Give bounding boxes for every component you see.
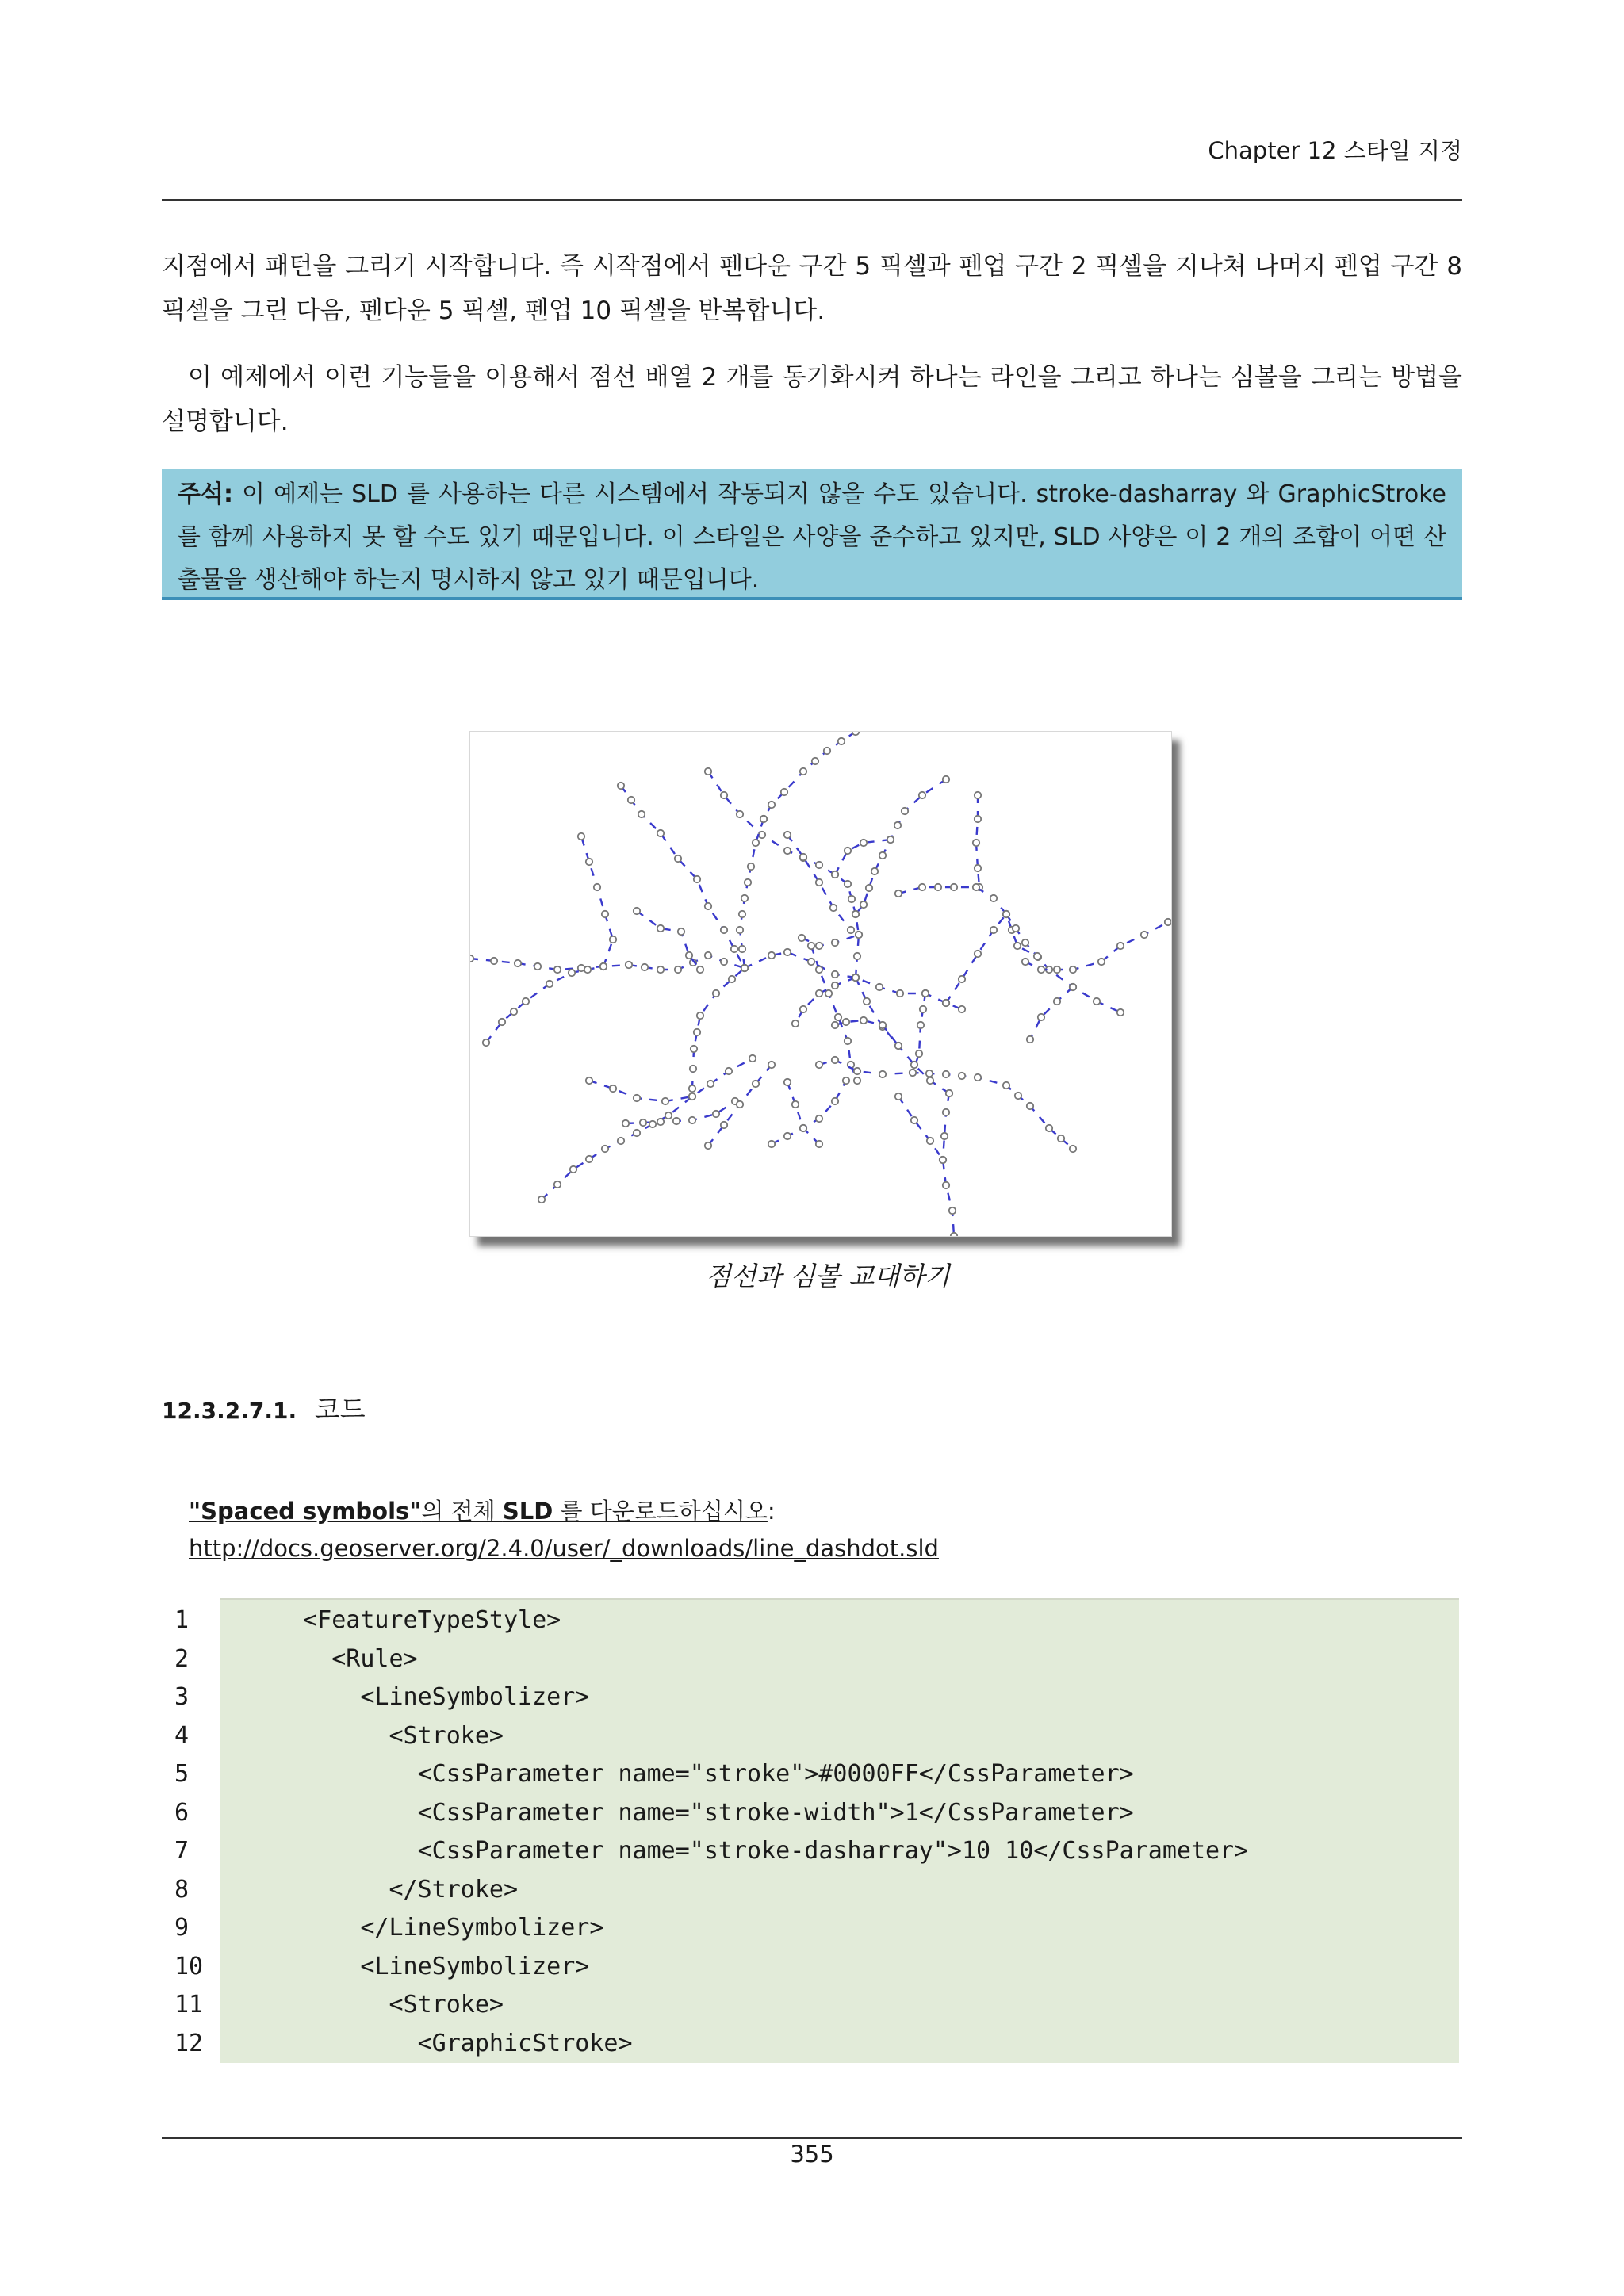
circle-symbol (657, 1119, 664, 1125)
circle-symbol (854, 1068, 860, 1074)
circle-symbol (1117, 943, 1124, 949)
circle-symbol (832, 982, 838, 989)
circle-symbol (686, 952, 692, 959)
circle-symbol (860, 1017, 867, 1024)
circle-symbol (975, 792, 981, 798)
circle-symbol (816, 862, 822, 868)
footer-divider (162, 2137, 1462, 2139)
circle-symbol (1027, 1103, 1033, 1109)
circle-symbol (887, 836, 894, 843)
circle-symbol (860, 840, 867, 846)
circle-symbol (1070, 984, 1076, 990)
circle-symbol (534, 963, 541, 970)
line-number: 8 (174, 1875, 190, 1904)
line-number: 7 (174, 1837, 190, 1865)
figure-caption: 점선과 심볼 교대하기 (706, 1261, 950, 1292)
header-title: 스타일 지정 (1343, 137, 1462, 164)
circle-symbol (943, 1071, 949, 1077)
circle-symbol (792, 1101, 799, 1108)
circle-symbol (920, 1006, 926, 1012)
circle-symbol (832, 871, 838, 878)
circle-symbol (845, 881, 851, 887)
circle-symbol (697, 1012, 703, 1019)
circle-symbol (1054, 998, 1060, 1004)
note-label: 주석: (178, 480, 233, 508)
circle-symbol (975, 816, 981, 822)
circle-symbol (919, 792, 925, 798)
dashed-line (795, 978, 856, 1024)
circle-symbol (911, 1117, 917, 1123)
circle-symbol (760, 816, 767, 822)
circle-symbol (1038, 966, 1044, 973)
circle-symbol (781, 789, 787, 795)
circle-symbol (759, 832, 765, 838)
circle-symbol (1165, 919, 1171, 925)
circle-symbol (673, 1118, 680, 1124)
circle-symbol (586, 1156, 592, 1162)
circle-symbol (926, 1070, 933, 1077)
circle-symbol (511, 1008, 517, 1015)
code-text: <GraphicStroke> (274, 2029, 633, 2057)
circle-symbol (927, 1077, 933, 1084)
circle-symbol (959, 1006, 965, 1012)
circle-symbol (911, 1062, 917, 1068)
dashed-line (943, 1093, 949, 1160)
circle-symbol (871, 868, 878, 874)
circle-symbol (554, 1181, 561, 1188)
download-title-rest: 를 다운로드하십시오 (553, 1498, 768, 1525)
circle-symbol (902, 808, 908, 814)
circle-symbol (935, 884, 941, 890)
circle-symbol (808, 943, 814, 949)
circle-symbol (657, 830, 664, 836)
circle-symbol (586, 1077, 592, 1084)
circle-symbol (1038, 1014, 1044, 1020)
circle-symbol (713, 1111, 719, 1117)
circle-symbol (808, 959, 814, 965)
dashed-line (772, 1081, 846, 1144)
circle-symbol (523, 998, 529, 1004)
circle-symbol (800, 1006, 806, 1012)
circle-symbol (768, 952, 775, 959)
circle-symbol (784, 848, 791, 854)
circle-symbol (657, 966, 664, 973)
circle-symbol (852, 911, 859, 917)
circle-symbol (721, 927, 727, 933)
circle-symbol (628, 797, 634, 803)
code-text: <CssParameter name="stroke-width">1</CssParameter> (274, 1798, 1134, 1827)
dashed-line (946, 914, 1006, 1003)
circle-symbol (642, 964, 648, 970)
circle-symbol (675, 855, 681, 862)
circle-symbol (879, 1022, 886, 1028)
circle-symbol (919, 884, 925, 890)
circle-symbol (792, 1020, 799, 1027)
circle-symbol (922, 990, 929, 997)
line-number: 12 (174, 2029, 204, 2057)
circle-symbol (943, 1000, 949, 1006)
circle-symbol (848, 927, 854, 933)
line-number: 2 (174, 1644, 190, 1673)
circle-symbol (856, 932, 862, 938)
circle-symbol (910, 1070, 916, 1076)
circle-symbol (694, 1029, 700, 1035)
circle-symbol (749, 1055, 756, 1062)
circle-symbol (799, 935, 805, 941)
circle-symbol (848, 896, 855, 902)
circle-symbol (927, 1138, 933, 1144)
line-number: 6 (174, 1798, 190, 1827)
note-box (162, 469, 1462, 600)
circle-symbol (959, 1073, 965, 1079)
circle-symbol (816, 1141, 822, 1147)
code-text: <CssParameter name="stroke">#0000FF</CssParameter> (274, 1760, 1134, 1788)
circle-symbol (843, 1077, 849, 1084)
circle-symbol (662, 1098, 668, 1104)
circle-symbol (852, 732, 859, 735)
circle-symbol (584, 966, 591, 973)
circle-symbol (845, 848, 851, 854)
circle-symbol (622, 1120, 629, 1127)
dashed-line (581, 836, 613, 966)
circle-symbol (943, 1182, 949, 1188)
circle-symbol (739, 946, 745, 952)
circle-symbol (843, 1019, 849, 1025)
dashed-line (898, 1096, 954, 1236)
line-number: 3 (174, 1683, 190, 1711)
circle-symbol (721, 1122, 727, 1128)
circle-symbol (894, 822, 901, 828)
circle-symbol (554, 966, 561, 973)
download-link[interactable]: http://docs.geoserver.org/2.4.0/user/_downloads/line_dashdot.sld (189, 1535, 939, 1562)
circle-symbol (800, 1125, 806, 1131)
circle-symbol (713, 990, 719, 997)
circle-symbol (816, 966, 822, 973)
circle-symbol (1117, 1009, 1124, 1016)
circle-symbol (538, 1196, 545, 1203)
circle-symbol (1054, 966, 1060, 973)
circle-symbol (816, 879, 822, 886)
circle-symbol (741, 965, 748, 971)
circle-symbol (610, 1085, 616, 1092)
circle-symbol (721, 792, 727, 798)
circle-symbol (1098, 959, 1105, 965)
circle-symbol (832, 1022, 838, 1028)
circle-symbol (917, 1022, 924, 1028)
circle-symbol (586, 859, 592, 865)
circle-symbol (864, 998, 870, 1004)
circle-symbol (1013, 925, 1019, 932)
dashed-symbol-line-map (470, 732, 1171, 1236)
circle-symbol (578, 833, 584, 840)
circle-symbol (943, 1109, 949, 1115)
line-number: 9 (174, 1914, 190, 1942)
circle-symbol (694, 876, 700, 882)
circle-symbol (854, 1077, 860, 1084)
circle-symbol (689, 1117, 695, 1123)
circle-symbol (707, 1081, 714, 1087)
circle-symbol (800, 768, 806, 775)
circle-symbol (739, 911, 745, 917)
section-title: 코드 (314, 1394, 366, 1425)
section-number: 12.3.2.7.1. (162, 1398, 297, 1424)
circle-symbol (1034, 953, 1040, 959)
circle-symbol (634, 1095, 640, 1101)
circle-symbol (753, 1081, 759, 1087)
dashed-line (692, 968, 745, 1089)
circle-symbol (649, 1121, 656, 1127)
code-line (162, 1876, 1459, 1914)
circle-symbol (705, 768, 711, 775)
circle-symbol (515, 960, 521, 966)
code-line (162, 1837, 1459, 1875)
circle-symbol (876, 984, 883, 990)
circle-symbol (470, 955, 473, 962)
circle-symbol (697, 966, 703, 973)
circle-symbol (640, 1119, 646, 1126)
circle-symbol (1027, 1036, 1033, 1043)
circle-symbol (741, 895, 748, 901)
circle-symbol (784, 832, 791, 838)
circle-symbol (499, 1019, 505, 1025)
circle-symbol (845, 1038, 851, 1044)
circle-symbol (897, 990, 903, 997)
code-text: <Stroke> (274, 1991, 504, 2019)
circle-symbol (946, 1090, 952, 1096)
circle-symbol (830, 905, 837, 911)
download-title (189, 1494, 776, 1526)
circle-symbol (1015, 1093, 1021, 1099)
section-heading (162, 1389, 366, 1426)
circle-symbol (705, 952, 711, 959)
code-text: </Stroke> (274, 1875, 519, 1904)
code-line (162, 1722, 1459, 1760)
circle-symbol (737, 1101, 743, 1108)
dashed-line (1030, 987, 1073, 1039)
circle-symbol (634, 1130, 640, 1136)
circle-symbol (675, 966, 681, 973)
circle-symbol (657, 925, 664, 932)
circle-symbol (665, 1112, 672, 1119)
circle-symbol (602, 1146, 608, 1152)
code-text: <Stroke> (274, 1721, 504, 1750)
circle-symbol (816, 943, 822, 949)
download-title-name: "Spaced symbols" (189, 1498, 422, 1525)
code-text: <Rule> (274, 1644, 418, 1673)
circle-symbol (610, 936, 616, 943)
paragraph-1: 지점에서 패턴을 그리기 시작합니다. 즉 시작점에서 펜다운 구간 5 픽셀과 펜업 구간 2 픽셀을 지나쳐 나머지 펜업 구간 8 픽셀을 그린 다음, 펜다운 5 픽셀, 펜업 10 픽셀을 반복합니다. (162, 252, 1462, 325)
circle-symbol (768, 1062, 775, 1068)
circle-symbol (816, 990, 822, 997)
circle-symbol (737, 927, 743, 933)
circle-symbol (638, 811, 645, 817)
circle-symbol (975, 865, 981, 871)
code-line (162, 1914, 1459, 1952)
circle-symbol (602, 911, 608, 917)
code-text: <LineSymbolizer> (274, 1952, 590, 1980)
circle-symbol (483, 1039, 489, 1046)
circle-symbol (784, 949, 791, 955)
code-line (162, 1606, 1459, 1644)
circle-symbol (975, 1074, 981, 1081)
circle-symbol (705, 1142, 711, 1149)
download-title-mid: 의 전체 (421, 1498, 503, 1525)
circle-symbol (949, 1207, 956, 1214)
circle-symbol (973, 884, 979, 890)
circle-symbol (748, 863, 754, 870)
code-line (162, 2030, 1459, 2068)
paragraph-2: 이 예제에서 이런 기능들을 이용해서 점선 배열 2 개를 동기화시켜 하나는 라인을 그리고 하나는 심볼을 그리는 방법을 설명합니다. (162, 363, 1462, 436)
circle-symbol (951, 884, 957, 890)
circle-symbol (866, 885, 872, 891)
circle-symbol (832, 1098, 838, 1104)
circle-symbol (838, 738, 845, 744)
circle-symbol (1141, 932, 1147, 938)
code-block (162, 1598, 1459, 2061)
circle-symbol (832, 939, 838, 946)
circle-symbol (705, 903, 711, 909)
figure-image (469, 731, 1172, 1237)
circle-symbol (879, 852, 886, 859)
circle-symbol (745, 879, 751, 886)
circle-symbol (800, 854, 806, 860)
download-title-sld: SLD (502, 1498, 553, 1525)
circle-symbol (941, 1133, 948, 1139)
code-line (162, 1953, 1459, 1991)
circle-symbol (895, 890, 902, 897)
circle-symbol (832, 971, 838, 978)
circle-symbol (1003, 911, 1009, 917)
line-number: 10 (174, 1952, 204, 1980)
circle-symbol (569, 970, 575, 976)
circle-symbol (491, 958, 497, 964)
circle-symbol (916, 1050, 922, 1057)
circle-symbol (737, 811, 743, 817)
page-number: 355 (790, 2141, 834, 2168)
circle-symbol (1094, 998, 1100, 1004)
circle-symbol (626, 962, 632, 968)
circle-symbol (731, 946, 737, 952)
circle-symbol (1070, 1146, 1076, 1152)
circle-symbol (768, 802, 775, 808)
circle-symbol (784, 1133, 791, 1139)
circle-symbol (784, 1079, 791, 1085)
circle-symbol (1022, 939, 1028, 946)
line-number: 11 (174, 1991, 204, 2019)
circle-symbol (951, 1233, 957, 1236)
line-number: 1 (174, 1606, 190, 1634)
circle-symbol (768, 1141, 775, 1147)
circle-symbol (832, 1057, 838, 1063)
download-title-colon: : (767, 1498, 776, 1525)
circle-symbol (943, 776, 949, 783)
circle-symbol (879, 1071, 886, 1077)
circle-symbol (600, 963, 607, 970)
circle-symbol (1070, 966, 1076, 973)
circle-symbol (570, 1166, 576, 1173)
circle-symbol (854, 953, 860, 959)
circle-symbol (812, 758, 818, 764)
line-number: 5 (174, 1760, 190, 1788)
circle-symbol (835, 1014, 841, 1020)
running-header (1208, 133, 1462, 166)
circle-symbol (594, 884, 600, 890)
circle-symbol (860, 901, 867, 908)
circle-symbol (691, 1046, 697, 1052)
circle-symbol (729, 976, 735, 982)
circle-symbol (895, 1043, 902, 1049)
circle-symbol (990, 895, 997, 901)
circle-symbol (753, 840, 759, 846)
circle-symbol (825, 990, 832, 997)
circle-symbol (824, 748, 830, 754)
circle-symbol (816, 1115, 822, 1122)
code-line (162, 1760, 1459, 1798)
circle-symbol (546, 981, 553, 987)
line-number: 4 (174, 1721, 190, 1750)
circle-symbol (990, 927, 997, 933)
circle-symbol (689, 1085, 695, 1092)
circle-symbol (1022, 959, 1028, 965)
circle-symbol (618, 783, 624, 789)
code-line (162, 1991, 1459, 2029)
circle-symbol (726, 1068, 732, 1074)
circle-symbol (689, 1093, 695, 1100)
circle-symbol (690, 1066, 696, 1072)
code-line (162, 1683, 1459, 1721)
code-text: <FeatureTypeStyle> (274, 1606, 561, 1634)
circle-symbol (973, 840, 979, 846)
dashed-line (1025, 922, 1168, 970)
circle-symbol (634, 908, 640, 914)
circle-symbol (678, 928, 684, 935)
circle-symbol (816, 1062, 822, 1068)
circle-symbol (940, 1157, 946, 1163)
dashed-line (486, 966, 603, 1043)
note-text: 이 예제는 SLD 를 사용하는 다른 시스템에서 작동되지 않을 수도 있습니다. stroke-dasharray 와 GraphicStroke 를 함께 사용하지 못 할 수도 있기 때문입니다. 이 스타일은 사양을 준수하고 있지만, SLD 사양은 이 2 개의 조합이 어떤 산출물을 생산해야 하는지 명시하지 않고 있기 때문입니다. (178, 480, 1446, 594)
circle-symbol (578, 965, 584, 971)
header-chapter: Chapter 12 (1208, 137, 1337, 164)
circle-symbol (959, 976, 965, 982)
circle-symbol (852, 974, 859, 981)
circle-symbol (1003, 1082, 1009, 1089)
circle-symbol (618, 1138, 624, 1144)
code-text: <LineSymbolizer> (274, 1683, 590, 1711)
circle-symbol (1058, 1135, 1064, 1142)
header-divider (162, 199, 1462, 201)
circle-symbol (975, 951, 981, 957)
circle-symbol (1046, 1125, 1052, 1131)
circle-symbol (1014, 943, 1021, 949)
code-line (162, 1645, 1459, 1683)
circle-symbol (895, 1093, 902, 1100)
circle-symbol (721, 959, 727, 965)
code-line (162, 1799, 1459, 1837)
code-text: <CssParameter name="stroke-dasharray">10 10</CssParameter> (274, 1837, 1249, 1865)
code-text: </LineSymbolizer> (274, 1914, 604, 1942)
